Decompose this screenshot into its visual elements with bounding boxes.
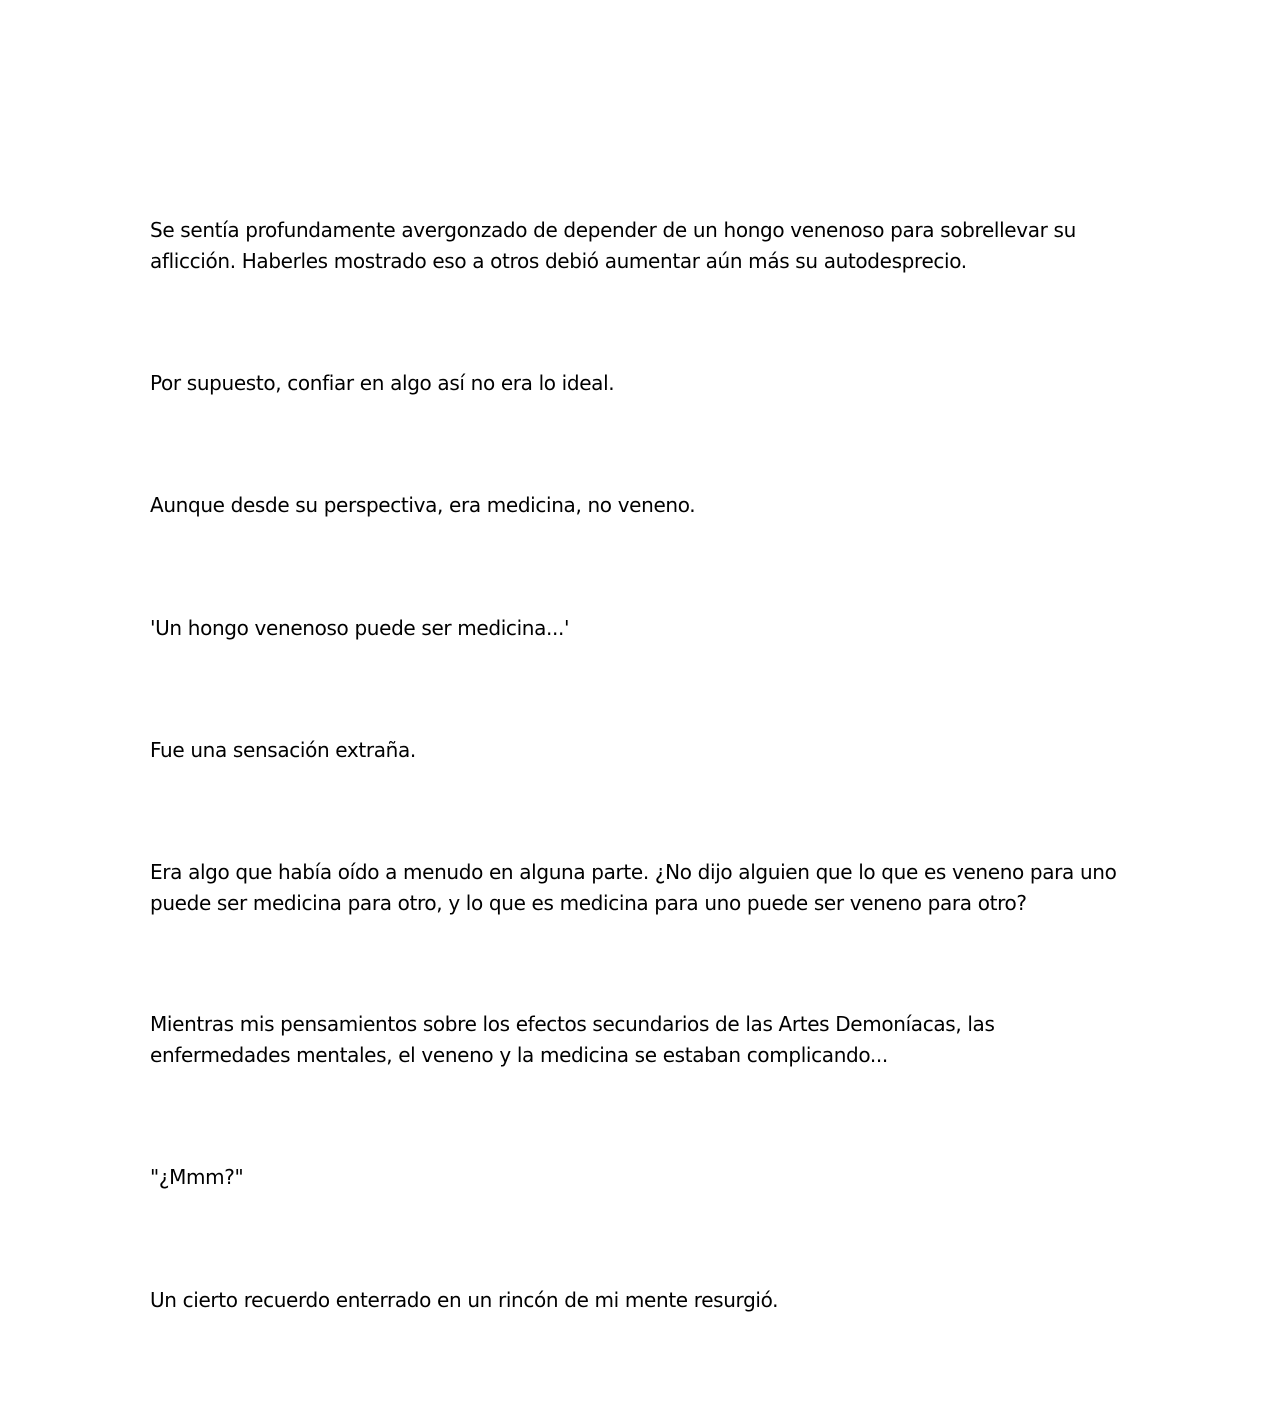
paragraph-8: "¿Mmm?" (150, 1165, 244, 1189)
paragraph-7: Mientras mis pensamientos sobre los efectos secundarios de las Artes Demoníacas, las enfermedades mentales, el veneno y la medicina se estaban complicando... (150, 1012, 995, 1067)
paragraph-5: Fue una sensación extraña. (150, 738, 416, 762)
paragraph-4: 'Un hongo venenoso puede ser medicina...' (150, 616, 570, 640)
paragraph-9: Un cierto recuerdo enterrado en un rincón de mi mente resurgió. (150, 1288, 779, 1312)
paragraph-1: Se sentía profundamente avergonzado de depender de un hongo venenoso para sobrellevar su aflicción. Haberles mostrado eso a otros debió aumentar aún más su autodesprecio. (150, 218, 1076, 273)
paragraph-3: Aunque desde su perspectiva, era medicina, no veneno. (150, 493, 696, 517)
paragraph-2: Por supuesto, confiar en algo así no era lo ideal. (150, 371, 615, 395)
paragraph-6: Era algo que había oído a menudo en alguna parte. ¿No dijo alguien que lo que es veneno para uno puede ser medicina para otro, y lo que es medicina para uno puede ser veneno para otro? (150, 860, 1117, 915)
